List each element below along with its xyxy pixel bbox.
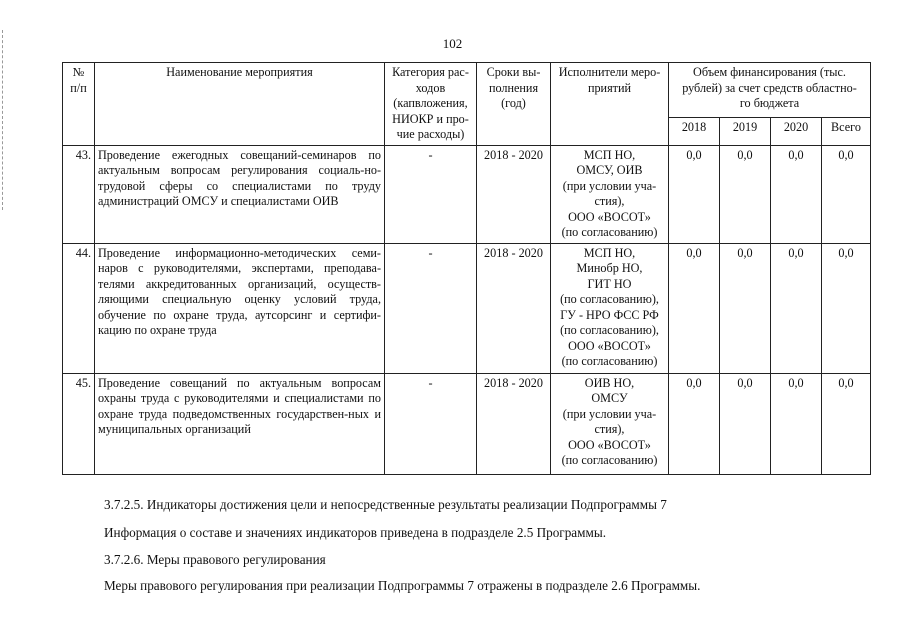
section-heading-indicators: 3.7.2.5. Индикаторы достижения цели и непосредственные результаты реализации Подпрограммы 7 (104, 497, 667, 512)
row-num: 43. (63, 145, 95, 243)
page-number: 102 (442, 36, 463, 51)
row-value-2018: 0,0 (669, 373, 720, 474)
row-num: 45. (63, 373, 95, 474)
scan-margin-marks (2, 30, 4, 210)
row-value-2018: 0,0 (669, 145, 720, 243)
header-category: Категория рас- ходов (капвложения, НИОКР и про- чие расходы) (385, 63, 477, 146)
row-name: Проведение информационно-методических семи-наров с руководителями, экспертами, преподава-телями аккредитованных организаций, осуществ-ляющими специальную оценку условий труда, обучение по охране труда, аутсорсинг и сертифи-кацию по охране труда (95, 243, 385, 373)
table-row (63, 373, 871, 474)
row-name: Проведение совещаний по актуальным вопросам охраны труда с руководителями и специалистами по охране труда подведомственных государствен-ных и муниципальных организаций (95, 373, 385, 474)
header-funding: Объем финансирования (тыс. рублей) за счет средств областно- го бюджета (669, 63, 871, 118)
row-value-total: 0,0 (822, 373, 871, 474)
row-value-2020: 0,0 (771, 243, 822, 373)
activities-table (62, 62, 871, 475)
header-year-2019: 2019 (720, 118, 771, 145)
row-category: - (385, 373, 477, 474)
paragraph-legal-regulation-info: Меры правового регулирования при реализации Подпрограммы 7 отражены в подразделе 2.6 Программы. (104, 578, 701, 593)
header-year-2020: 2020 (771, 118, 822, 145)
row-name: Проведение ежегодных совещаний-семинаров по актуальным вопросам регулирования социаль-но-трудовой сферы со специалистами по труду администраций ОМСУ и специалистами ОИВ (95, 145, 385, 243)
row-value-2019: 0,0 (720, 145, 771, 243)
header-year-2018: 2018 (669, 118, 720, 145)
row-value-2020: 0,0 (771, 373, 822, 474)
row-value-2019: 0,0 (720, 373, 771, 474)
row-category: - (385, 243, 477, 373)
section-heading-legal-regulation: 3.7.2.6. Меры правового регулирования (104, 552, 326, 567)
row-value-total: 0,0 (822, 243, 871, 373)
table-row (63, 145, 871, 243)
row-category: - (385, 145, 477, 243)
row-terms: 2018 - 2020 (477, 145, 551, 243)
row-terms: 2018 - 2020 (477, 373, 551, 474)
row-executors: ОИВ НО, ОМСУ (при условии уча- стия), ООО «ВОСОТ» (по согласованию) (551, 373, 669, 474)
row-value-2020: 0,0 (771, 145, 822, 243)
header-total: Всего (822, 118, 871, 145)
header-executors: Исполнители меро- приятий (551, 63, 669, 146)
row-value-2019: 0,0 (720, 243, 771, 373)
row-value-2018: 0,0 (669, 243, 720, 373)
row-num: 44. (63, 243, 95, 373)
header-num: № п/п (63, 63, 95, 146)
header-terms: Сроки вы- полнения (год) (477, 63, 551, 146)
row-value-total: 0,0 (822, 145, 871, 243)
row-executors: МСП НО, ОМСУ, ОИВ (при условии уча- стия), ООО «ВОСОТ» (по согласованию) (551, 145, 669, 243)
row-executors: МСП НО, Минобр НО, ГИТ НО (по согласованию), ГУ - НРО ФСС РФ (по согласованию), ООО «ВОСОТ» (по согласованию) (551, 243, 669, 373)
table-row (63, 243, 871, 373)
row-terms: 2018 - 2020 (477, 243, 551, 373)
header-name: Наименование мероприятия (95, 63, 385, 146)
table-header-row (63, 63, 871, 118)
paragraph-indicators-info: Информация о составе и значениях индикаторов приведена в подразделе 2.5 Программы. (104, 525, 607, 540)
